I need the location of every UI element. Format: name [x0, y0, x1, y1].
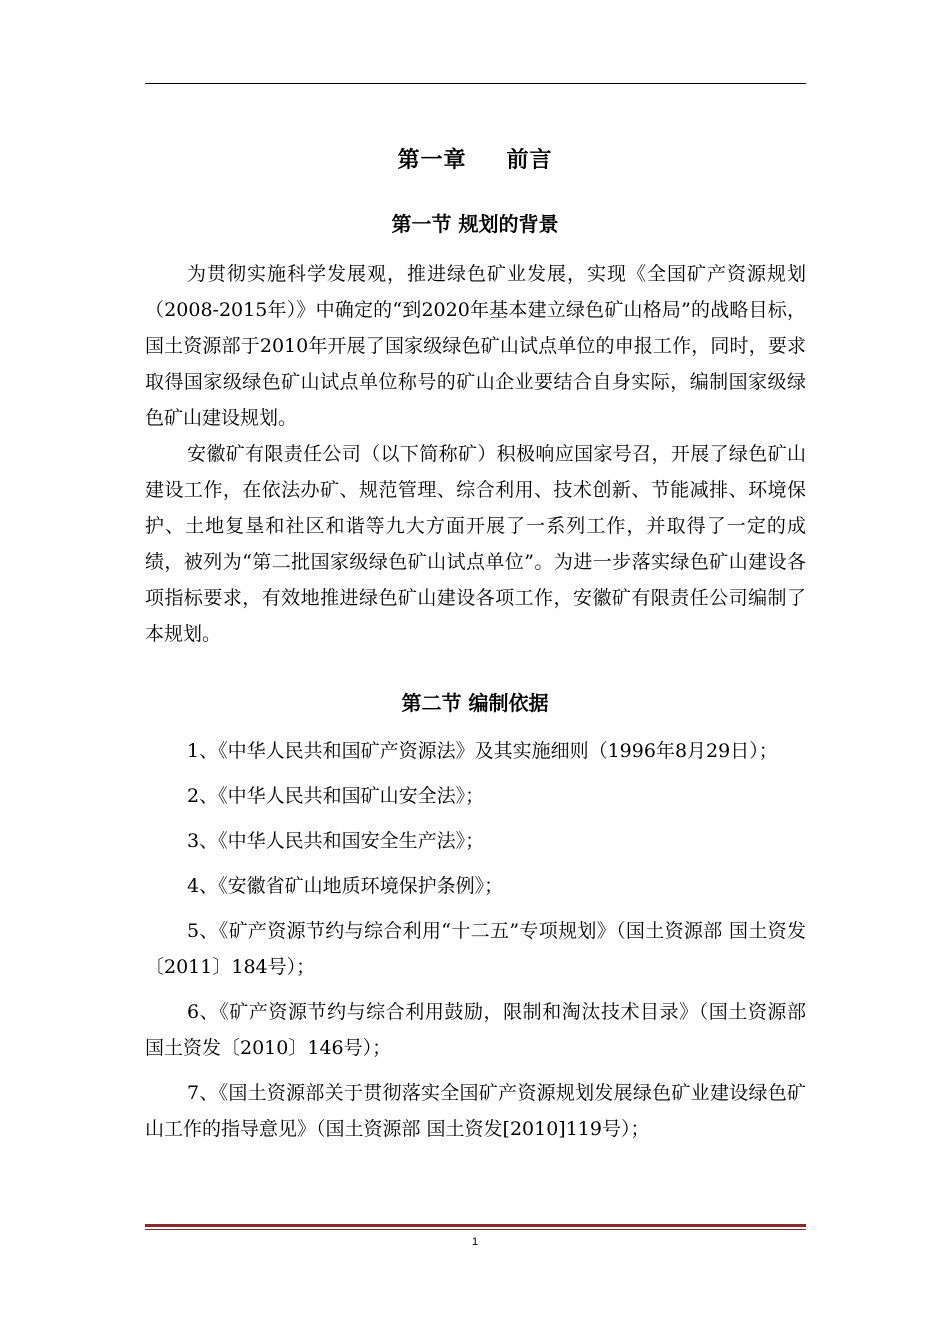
paragraph: 安徽矿有限责任公司（以下简称矿）积极响应国家号召，开展了绿色矿山建设工作，在依法办矿、规范管理、综合利用、技术创新、节能减排、环境保护、土地复垦和社区和谐等九大方面开展了一系列工作，并取得了一定的成绩，被列为“第二批国家级绿色矿山试点单位”。为进一步落实绿色矿山建设各项指标要求，有效地推进绿色矿山建设各项工作，安徽矿有限责任公司编制了本规划。: [145, 443, 806, 645]
footer-rule-thick: [145, 1224, 806, 1227]
list-item: 6、《矿产资源节约与综合利用鼓励，限制和淘汰技术目录》（国土资源部 国土资发〔2010〕146号）；: [145, 1001, 806, 1059]
page-number: 1: [471, 1236, 479, 1248]
list-item: 2、《中华人民共和国矿山安全法》；: [187, 785, 485, 807]
list-item: 5、《矿产资源节约与综合利用“十二五”专项规划》（国土资源部 国土资发〔2011〕184号）；: [145, 920, 806, 978]
list-item: 4、《安徽省矿山地质环境保护条例》；: [187, 875, 504, 897]
list-item: 3、《中华人民共和国安全生产法》；: [187, 830, 485, 852]
list-item: 1、《中华人民共和国矿产资源法》及其实施细则（1996年8月29日）；: [187, 740, 778, 762]
footer-rule-thin: [145, 1229, 806, 1230]
header-rule: [145, 83, 806, 84]
paragraph: 为贯彻实施科学发展观，推进绿色矿业发展，实现《全国矿产资源规划（2008-2015年）》中确定的“到2020年基本建立绿色矿山格局”的战略目标，国土资源部于2010年开展了国家级绿色矿山试点单位的申报工作，同时，要求取得国家级绿色矿山试点单位称号的矿山企业要结合自身实际，编制国家级绿色矿山建设规划。: [145, 263, 806, 429]
section-2-body: [145, 733, 806, 1156]
chapter-number: 第一章: [397, 148, 467, 173]
basis-list: [145, 733, 806, 1147]
chapter-title: 前言: [506, 148, 553, 173]
list-item: 7、《国土资源部关于贯彻落实全国矿产资源规划发展绿色矿业建设绿色矿山工作的指导意见》（国土资源部 国土资发[2010]119号）；: [145, 1082, 806, 1140]
section-1-body: [145, 256, 806, 652]
section-2-title: 第二节 编制依据: [401, 691, 549, 715]
chapter-heading: [0, 143, 950, 174]
section-1-title: 第一节 规划的背景: [391, 212, 559, 236]
